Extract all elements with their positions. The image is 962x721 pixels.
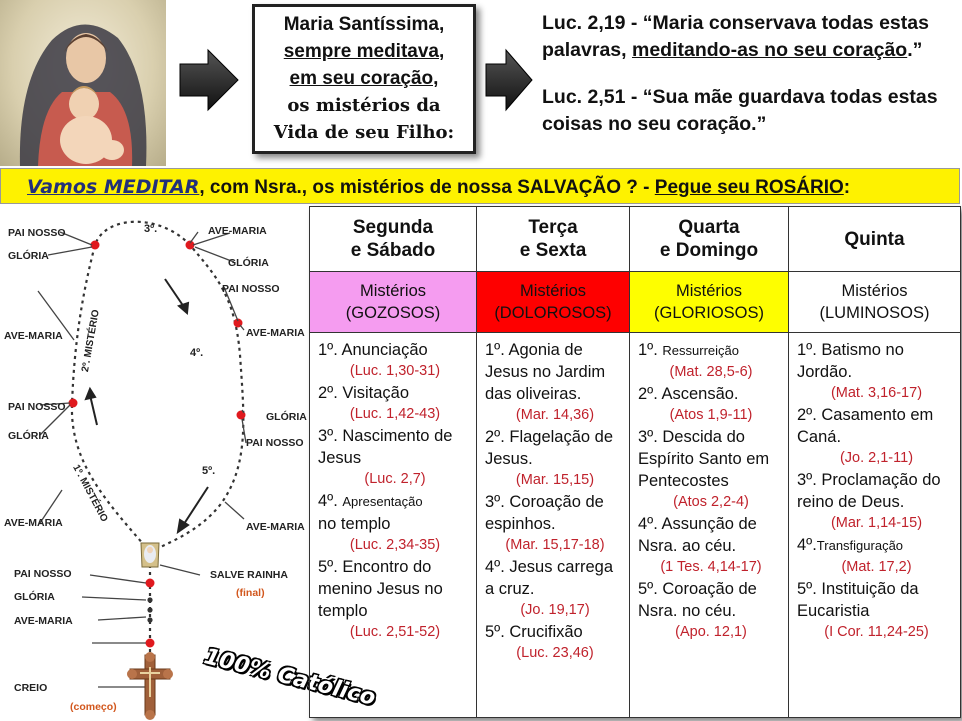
label-pai-nosso: PAI NOSSO: [246, 437, 304, 449]
mystery-title: 1º. Agonia de Jesus no Jardim das oliveiras.: [485, 341, 606, 403]
right-arrow-icon: [484, 48, 534, 117]
banner-meditar: Vamos MEDITAR: [27, 176, 200, 198]
quote-line-2: sempre meditava,: [283, 41, 445, 62]
label-gloria: GLÓRIA: [266, 411, 307, 423]
gospel-ref: Luc. 2,19 -: [542, 12, 638, 34]
mystery-ref: (Luc. 1,30-31): [349, 363, 441, 379]
label-pai-nosso: PAI NOSSO: [14, 568, 72, 580]
list-gozosos: [310, 333, 477, 718]
header-terca-sexta: Terça e Sexta: [477, 207, 630, 272]
quote-box: [252, 4, 476, 154]
mystery-ref: (Jo. 19,17): [520, 602, 590, 618]
label-ave-maria: AVE-MARIA: [4, 330, 63, 342]
gospel-quotes: [542, 10, 957, 158]
label-gloria: GLÓRIA: [8, 430, 49, 442]
banner-colon: :: [843, 177, 851, 198]
mystery-title: 3º. Coroação de espinhos.: [485, 493, 604, 533]
label-ave-maria: AVE-MARIA: [246, 521, 305, 533]
header-quinta: Quinta: [789, 207, 961, 272]
label-pai-nosso: PAI NOSSO: [8, 401, 66, 413]
gospel-text-end: .”: [907, 39, 923, 61]
header-quarta-domingo: Quarta e Domingo: [630, 207, 789, 272]
mystery-ref: (Atos 2,2-4): [673, 494, 749, 510]
mystery-title: 4º. Jesus carrega a cruz.: [485, 558, 614, 598]
gospel-ref: Luc. 2,51 -: [542, 86, 638, 108]
list-gloriosos: [630, 333, 789, 718]
mystery-ref: (Luc. 2,34-35): [349, 537, 441, 553]
type-dolorosos: Mistérios (DOLOROSOS): [477, 272, 630, 333]
label-gloria: GLÓRIA: [228, 257, 269, 269]
label-ave-maria: AVE-MARIA: [246, 327, 305, 339]
mystery-ref: (Luc. 2,51-52): [349, 624, 441, 640]
gospel-text: “Maria conservava todas estas palavras,: [542, 12, 929, 61]
mystery-title: 3º. Proclamação do reino de Deus.: [797, 471, 941, 511]
mystery-title: 5º. Coroação de Nsra. no céu.: [638, 580, 757, 620]
mystery-title: 1º. Ressurreição: [638, 341, 739, 359]
banner-rosario: Pegue seu ROSÁRIO: [654, 177, 844, 198]
mystery-title: 4º. Apresentação no templo: [318, 492, 423, 533]
table-header-row: [310, 207, 961, 272]
mystery-title: 2º. Visitação: [318, 384, 410, 402]
header-segunda-sabado: Segunda e Sábado: [310, 207, 477, 272]
gospel-text-underlined: meditando-as no seu coração: [631, 39, 908, 61]
label-salve-rainha: SALVE RAINHA: [210, 569, 288, 581]
mystery-title: 3º. Descida do Espírito Santo em Pentecostes: [638, 428, 770, 490]
mystery-ref: (Mat. 17,2): [841, 559, 912, 575]
right-arrow-icon: [178, 48, 240, 117]
catolico-stamp: 100% Católico: [201, 644, 378, 711]
type-gozosos: Mistérios (GOZOSOS): [310, 272, 477, 333]
mystery-title: 2º. Casamento em Caná.: [797, 406, 934, 446]
gospel-quote-2: [542, 84, 957, 138]
label-pai-nosso: PAI NOSSO: [8, 227, 66, 239]
rosary-diagram: [0, 205, 307, 721]
label-comeco: (começo): [70, 701, 117, 713]
mystery-title: 1º. Anunciação: [318, 341, 428, 359]
mystery-ref: (Luc. 2,7): [364, 471, 426, 487]
gospel-text: “Sua mãe guardava todas estas coisas no seu coração.”: [542, 86, 938, 135]
madonna-child-painting: [0, 0, 166, 166]
mystery-ref: (Mar. 1,14-15): [830, 515, 923, 531]
banner: [0, 168, 960, 204]
type-luminosos: Mistérios (LUMINOSOS): [789, 272, 961, 333]
quote-line-5: Vida de seu Filho:: [273, 122, 455, 143]
mystery-ref: (I Cor. 11,24-25): [824, 624, 929, 640]
crucifix-icon: [127, 652, 173, 720]
label-gloria: GLÓRIA: [8, 250, 49, 262]
quote-line-3: em seu coração,: [289, 68, 439, 89]
marian-medal-icon: [141, 543, 159, 567]
label-quinto: 5º.: [202, 465, 216, 477]
quote-line-4: os mistérios da: [287, 95, 441, 116]
mystery-title: 5º. Crucifixão: [485, 623, 583, 641]
mystery-ref: (Mar. 14,36): [515, 407, 595, 423]
label-terceiro: 3º.: [144, 223, 158, 235]
mystery-title: 5º. Instituição da Eucaristia: [797, 580, 919, 620]
mystery-ref: (Mar. 15,15): [515, 472, 595, 488]
table-list-row: [310, 333, 961, 718]
banner-middle: , com Nsra., os mistérios de nossa SALVAÇÃO ? -: [199, 177, 655, 198]
label-quarto: 4º.: [190, 347, 204, 359]
mystery-ref: (Luc. 23,46): [516, 645, 594, 661]
mystery-title: 5º. Encontro do menino Jesus no templo: [318, 558, 443, 620]
label-creio: CREIO: [14, 682, 48, 694]
table-type-row: [310, 272, 961, 333]
mystery-ref: (Atos 1,9-11): [669, 407, 753, 423]
mystery-ref: (Mat. 28,5-6): [669, 364, 753, 380]
label-gloria: GLÓRIA: [14, 591, 55, 603]
list-dolorosos: [477, 333, 630, 718]
header: [0, 0, 962, 168]
gospel-quote-1: [542, 10, 957, 64]
mystery-title: 2º. Flagelação de Jesus.: [485, 428, 614, 468]
label-ave-maria: AVE-MARIA: [14, 615, 73, 627]
mystery-title: 4º.Transfiguração: [797, 536, 904, 554]
mystery-title: 3º. Nascimento de Jesus: [318, 427, 453, 467]
mystery-ref: (Mat. 3,16-17): [830, 385, 923, 401]
quote-line-1: Maria Santíssima,: [283, 14, 445, 35]
label-primeiro-misterio: 1º. MISTÉRIO: [70, 463, 110, 524]
label-ave-maria: AVE-MARIA: [208, 225, 267, 237]
label-final: (final): [236, 587, 265, 599]
mystery-title: 2º. Ascensão.: [638, 385, 739, 403]
mystery-ref: (Jo. 2,1-11): [839, 450, 914, 466]
mystery-ref: (1 Tes. 4,14-17): [660, 559, 762, 575]
mystery-title: 4º. Assunção de Nsra. ao céu.: [638, 515, 757, 555]
mysteries-table: [309, 206, 961, 718]
label-ave-maria: AVE-MARIA: [4, 517, 63, 529]
list-luminosos: [789, 333, 961, 718]
type-gloriosos: Mistérios (GLORIOSOS): [630, 272, 789, 333]
label-pai-nosso: PAI NOSSO: [222, 283, 280, 295]
label-segundo-misterio: 2º. MISTÉRIO: [80, 308, 102, 373]
mystery-ref: (Luc. 1,42-43): [349, 406, 441, 422]
mystery-ref: (Apo. 12,1): [675, 624, 747, 640]
mystery-ref: (Mar. 15,17-18): [505, 537, 605, 553]
mystery-title: 1º. Batismo no Jordão.: [797, 341, 904, 381]
